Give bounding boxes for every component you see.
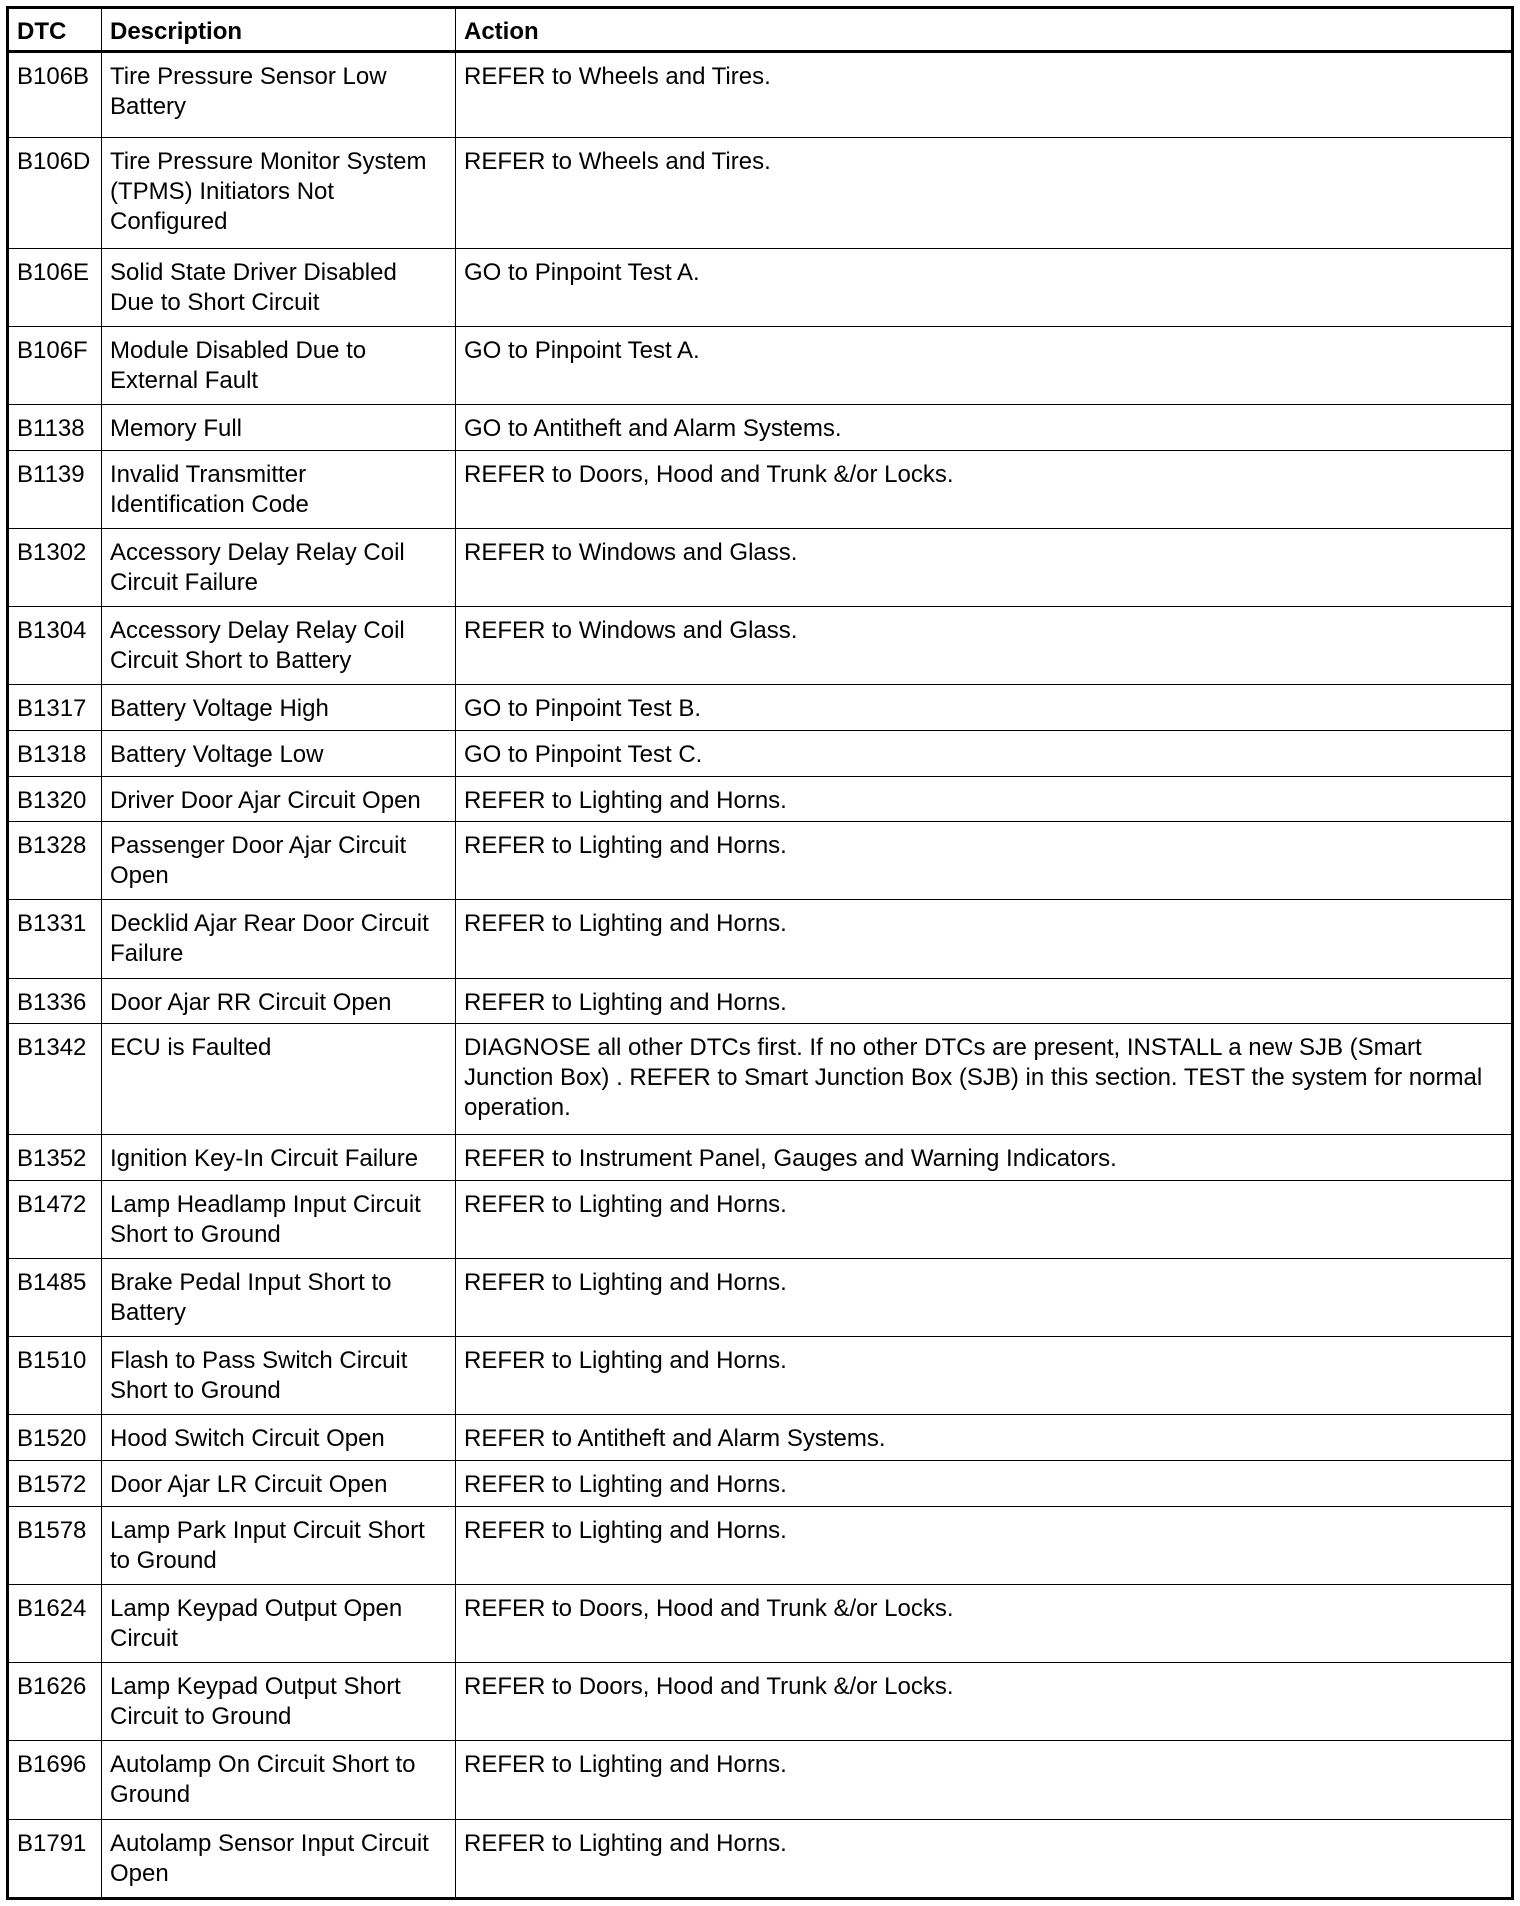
dtc-description: Battery Voltage Low bbox=[102, 730, 456, 776]
dtc-action: REFER to Doors, Hood and Trunk &/or Locks. bbox=[456, 450, 1513, 528]
dtc-code: B106D bbox=[8, 137, 102, 248]
table-row bbox=[8, 685, 1513, 731]
dtc-code: B1626 bbox=[8, 1663, 102, 1741]
dtc-code: B1520 bbox=[8, 1415, 102, 1461]
dtc-description: Lamp Keypad Output Short Circuit to Ground bbox=[102, 1663, 456, 1741]
dtc-action: GO to Pinpoint Test C. bbox=[456, 730, 1513, 776]
dtc-code: B106B bbox=[8, 52, 102, 138]
table-row bbox=[8, 1180, 1513, 1258]
dtc-code: B1336 bbox=[8, 978, 102, 1024]
dtc-code: B1572 bbox=[8, 1461, 102, 1507]
dtc-code: B1696 bbox=[8, 1741, 102, 1819]
dtc-code: B1318 bbox=[8, 730, 102, 776]
dtc-action: REFER to Lighting and Horns. bbox=[456, 978, 1513, 1024]
dtc-action: REFER to Lighting and Horns. bbox=[456, 1819, 1513, 1898]
dtc-description: Autolamp Sensor Input Circuit Open bbox=[102, 1819, 456, 1898]
table-row bbox=[8, 1663, 1513, 1741]
dtc-action: REFER to Lighting and Horns. bbox=[456, 1180, 1513, 1258]
table-row bbox=[8, 326, 1513, 404]
dtc-action: REFER to Antitheft and Alarm Systems. bbox=[456, 1415, 1513, 1461]
table-row bbox=[8, 405, 1513, 451]
table-row bbox=[8, 607, 1513, 685]
dtc-description: Decklid Ajar Rear Door Circuit Failure bbox=[102, 900, 456, 978]
dtc-action: REFER to Wheels and Tires. bbox=[456, 52, 1513, 138]
table-row bbox=[8, 1741, 1513, 1819]
dtc-code: B1342 bbox=[8, 1024, 102, 1135]
table-row bbox=[8, 248, 1513, 326]
dtc-description: Accessory Delay Relay Coil Circuit Short to Battery bbox=[102, 607, 456, 685]
dtc-code: B1485 bbox=[8, 1258, 102, 1336]
dtc-description: Invalid Transmitter Identification Code bbox=[102, 450, 456, 528]
table-row bbox=[8, 137, 1513, 248]
dtc-action: REFER to Lighting and Horns. bbox=[456, 1741, 1513, 1819]
dtc-description: Lamp Headlamp Input Circuit Short to Ground bbox=[102, 1180, 456, 1258]
dtc-description: Module Disabled Due to External Fault bbox=[102, 326, 456, 404]
table-row bbox=[8, 52, 1513, 138]
dtc-action: REFER to Lighting and Horns. bbox=[456, 776, 1513, 822]
dtc-action: REFER to Doors, Hood and Trunk &/or Locks. bbox=[456, 1663, 1513, 1741]
dtc-action: REFER to Lighting and Horns. bbox=[456, 1461, 1513, 1507]
table-row bbox=[8, 1415, 1513, 1461]
dtc-code: B1138 bbox=[8, 405, 102, 451]
dtc-action: REFER to Lighting and Horns. bbox=[456, 1506, 1513, 1584]
dtc-table bbox=[6, 6, 1514, 1900]
dtc-action: REFER to Windows and Glass. bbox=[456, 607, 1513, 685]
dtc-action: REFER to Instrument Panel, Gauges and Warning Indicators. bbox=[456, 1135, 1513, 1181]
dtc-description: Ignition Key-In Circuit Failure bbox=[102, 1135, 456, 1181]
dtc-description: Passenger Door Ajar Circuit Open bbox=[102, 822, 456, 900]
dtc-action: DIAGNOSE all other DTCs first. If no other DTCs are present, INSTALL a new SJB (Smart Junction Box) . REFER to Smart Junction Box (SJB) in this section. TEST the system for normal operation. bbox=[456, 1024, 1513, 1135]
dtc-description: Hood Switch Circuit Open bbox=[102, 1415, 456, 1461]
dtc-description: Battery Voltage High bbox=[102, 685, 456, 731]
table-row bbox=[8, 1337, 1513, 1415]
dtc-code: B1331 bbox=[8, 900, 102, 978]
header-description: Description bbox=[102, 8, 456, 52]
dtc-code: B1791 bbox=[8, 1819, 102, 1898]
dtc-code: B1320 bbox=[8, 776, 102, 822]
dtc-description: Tire Pressure Monitor System (TPMS) Initiators Not Configured bbox=[102, 137, 456, 248]
dtc-description: Brake Pedal Input Short to Battery bbox=[102, 1258, 456, 1336]
table-row bbox=[8, 1024, 1513, 1135]
table-row bbox=[8, 978, 1513, 1024]
dtc-description: Door Ajar RR Circuit Open bbox=[102, 978, 456, 1024]
dtc-action: REFER to Lighting and Horns. bbox=[456, 900, 1513, 978]
dtc-description: ECU is Faulted bbox=[102, 1024, 456, 1135]
dtc-description: Driver Door Ajar Circuit Open bbox=[102, 776, 456, 822]
dtc-code: B1139 bbox=[8, 450, 102, 528]
dtc-description: Memory Full bbox=[102, 405, 456, 451]
table-row bbox=[8, 900, 1513, 978]
dtc-code: B106E bbox=[8, 248, 102, 326]
table-row bbox=[8, 822, 1513, 900]
dtc-description: Lamp Park Input Circuit Short to Ground bbox=[102, 1506, 456, 1584]
table-body bbox=[8, 52, 1513, 1899]
dtc-code: B1472 bbox=[8, 1180, 102, 1258]
table-row bbox=[8, 450, 1513, 528]
dtc-code: B1624 bbox=[8, 1584, 102, 1662]
dtc-action: GO to Pinpoint Test B. bbox=[456, 685, 1513, 731]
dtc-action: REFER to Doors, Hood and Trunk &/or Locks. bbox=[456, 1584, 1513, 1662]
table-row bbox=[8, 776, 1513, 822]
dtc-description: Accessory Delay Relay Coil Circuit Failure bbox=[102, 528, 456, 606]
header-dtc: DTC bbox=[8, 8, 102, 52]
dtc-code: B1328 bbox=[8, 822, 102, 900]
header-action: Action bbox=[456, 8, 1513, 52]
table-row bbox=[8, 1135, 1513, 1181]
dtc-code: B1352 bbox=[8, 1135, 102, 1181]
dtc-description: Door Ajar LR Circuit Open bbox=[102, 1461, 456, 1507]
dtc-description: Solid State Driver Disabled Due to Short Circuit bbox=[102, 248, 456, 326]
table-row bbox=[8, 1461, 1513, 1507]
dtc-action: REFER to Wheels and Tires. bbox=[456, 137, 1513, 248]
dtc-action: REFER to Lighting and Horns. bbox=[456, 1258, 1513, 1336]
table-row bbox=[8, 1258, 1513, 1336]
dtc-code: B1317 bbox=[8, 685, 102, 731]
dtc-action: GO to Antitheft and Alarm Systems. bbox=[456, 405, 1513, 451]
table-row bbox=[8, 1584, 1513, 1662]
dtc-code: B1304 bbox=[8, 607, 102, 685]
table-row bbox=[8, 1506, 1513, 1584]
dtc-description: Autolamp On Circuit Short to Ground bbox=[102, 1741, 456, 1819]
dtc-action: REFER to Lighting and Horns. bbox=[456, 822, 1513, 900]
dtc-code: B1510 bbox=[8, 1337, 102, 1415]
dtc-description: Lamp Keypad Output Open Circuit bbox=[102, 1584, 456, 1662]
table-header-row bbox=[8, 8, 1513, 52]
dtc-action: REFER to Lighting and Horns. bbox=[456, 1337, 1513, 1415]
table-row bbox=[8, 528, 1513, 606]
dtc-description: Flash to Pass Switch Circuit Short to Ground bbox=[102, 1337, 456, 1415]
table-row bbox=[8, 730, 1513, 776]
dtc-action: GO to Pinpoint Test A. bbox=[456, 248, 1513, 326]
dtc-description: Tire Pressure Sensor Low Battery bbox=[102, 52, 456, 138]
dtc-code: B1302 bbox=[8, 528, 102, 606]
dtc-code: B1578 bbox=[8, 1506, 102, 1584]
dtc-code: B106F bbox=[8, 326, 102, 404]
table-row bbox=[8, 1819, 1513, 1898]
dtc-action: GO to Pinpoint Test A. bbox=[456, 326, 1513, 404]
dtc-action: REFER to Windows and Glass. bbox=[456, 528, 1513, 606]
